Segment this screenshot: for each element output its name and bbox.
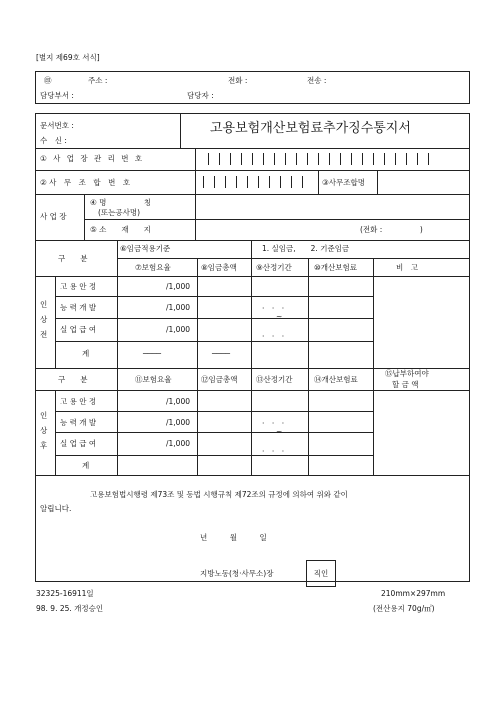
t2-row-employment-stability: 고 용 안 정 [60,397,97,406]
t1-period-dash: ~ [276,312,283,321]
name-sublabel: (또는공사명) [98,208,141,217]
footer-code: 32325-16911일 [36,589,94,598]
t1-col-wage-total: ⑧임금총액 [201,263,237,272]
t2-side-label: 인상후 [40,411,48,450]
t2-col-wage-total: ⑫임금총액 [201,375,238,384]
t1-period-dots-top: · · · [262,304,285,313]
t2-total-label: 계 [82,461,90,470]
issuer-label: 지방노동(청·사무소)장 [200,569,274,578]
t2-row-unemployment: 실 업 급 여 [60,439,97,448]
t1-rate-1: /1,000 [166,282,190,291]
t1-rate-total: ──── [143,349,162,358]
office-union-no-label: ② 사 무 조 합 번 호 [40,178,131,187]
notice-date: 년 월 일 [200,533,267,542]
t1-row-skill-dev: 능 력 개 발 [60,303,97,312]
t1-col-premium: ⑩개산보험료 [314,263,357,272]
t1-rate-3: /1,000 [166,325,190,334]
official-seal-box [306,560,336,587]
t1-row-unemployment: 실 업 급 여 [60,325,97,334]
t2-col-payable: ⑮납부하여야 [385,369,429,378]
form-label: [별지 제69호 서식] [36,53,100,62]
union-name-label: ③사무조합명 [322,178,365,187]
location-phone: (전화 : ) [360,225,423,234]
t1-row-employment-stability: 고 용 안 정 [60,282,97,291]
dept-label: 담당부서 : [40,91,74,100]
t1-col-period: ⑨산정기간 [256,263,292,272]
t2-col-rate: ⑪보험요율 [135,375,172,384]
t1-wage-total: ──── [212,349,231,358]
office-union-no-cells[interactable] [203,176,313,188]
t2-rate-3: /1,000 [166,439,190,448]
t2-period-dots-top: · · · [262,419,285,428]
t2-col-period: ⑬산정기간 [256,375,293,384]
notice-line1: 고용보험법시행령 제73조 및 동법 시행규칙 제72조의 규정에 의하여 위와 같이 [90,490,348,499]
t1-period-dots-bottom: · · · [262,332,285,341]
footer-approval: 98. 9. 25. 개정승인 [36,604,104,613]
official-seal-label: 직인 [313,569,329,578]
t1-rate-2: /1,000 [166,303,190,312]
workplace-mgmt-no-label: ① 사 업 장 관 리 번 호 [40,154,145,163]
t1-gubun: 구 분 [58,254,88,263]
t2-row-skill-dev: 능 력 개 발 [60,418,97,427]
form-title: 고용보험개산보험료추가징수통지서 [210,121,411,136]
fax-label: 전송 : [307,76,327,85]
t1-col-note: 비 고 [396,263,418,272]
workplace-label: 사 업 장 [40,212,67,221]
t2-rate-1: /1,000 [166,397,190,406]
t1-wage-options: 1. 실임금, 2. 기준임금 [262,244,350,253]
recipient-label: 수 신 : [40,136,67,145]
t2-col-premium: ⑭개산보험료 [314,375,358,384]
t2-period-dots-bottom: · · · [262,447,285,456]
t1-total-label: 계 [82,349,90,358]
t2-period-dash: ~ [276,427,283,436]
name-label: ④ 명 칭 [90,198,152,207]
footer-size: 210mm×297mm [381,589,446,598]
t2-gubun: 구 분 [58,375,88,384]
t2-rate-2: /1,000 [166,418,190,427]
doc-no-label: 문서번호 : [40,121,74,130]
location-label: ⑤ 소 재 지 [90,225,151,234]
t2-col-payable-sub: 할 금 액 [392,380,419,389]
person-label: 담당자 : [187,91,214,100]
office-seal: ㊞ [44,76,52,85]
t1-wage-basis: ⑥임금적용기준 [120,244,171,253]
workplace-mgmt-no-cells[interactable] [208,153,439,165]
t1-side-label: 인상전 [40,300,48,339]
footer-paper: (전산용지 70g/㎡) [373,604,435,613]
phone-label: 전화 : [228,76,248,85]
address-label: 주소 : [88,76,108,85]
t1-col-rate: ⑦보험요율 [135,263,171,272]
notice-line2: 알립니다. [40,504,72,513]
